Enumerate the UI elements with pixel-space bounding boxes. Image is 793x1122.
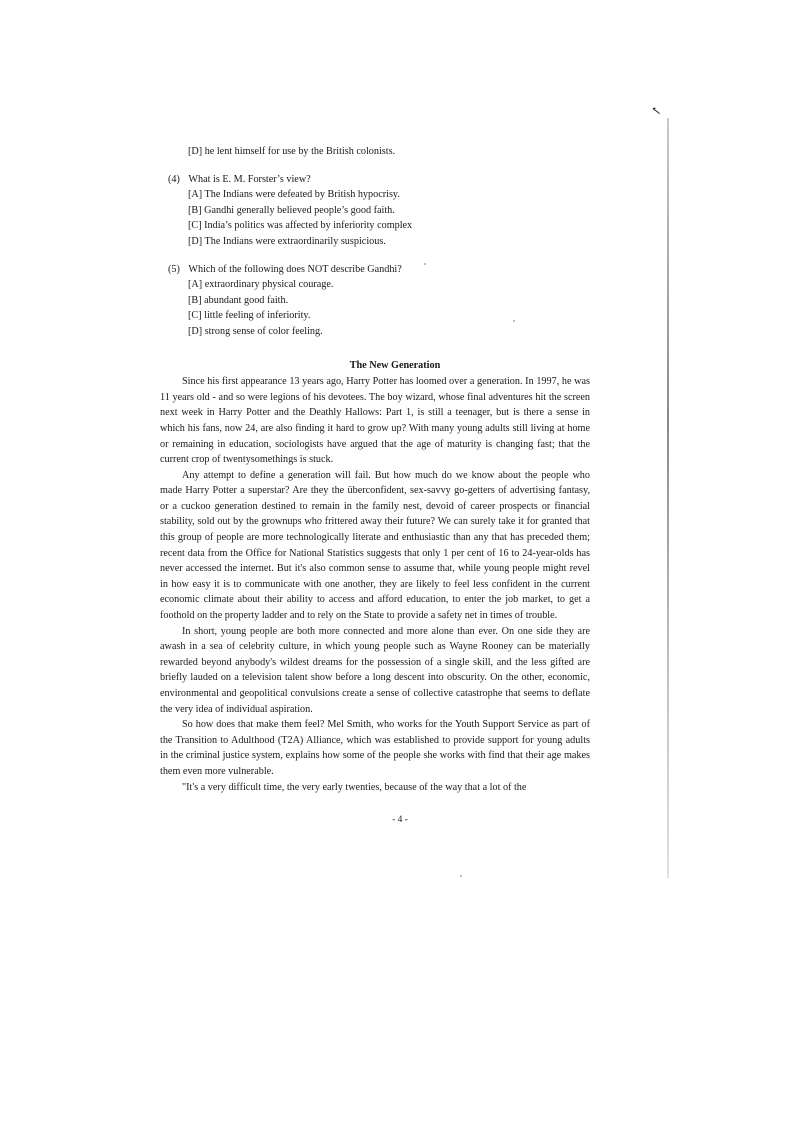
question-5 [160, 262, 590, 340]
article-paragraph: So how does that make them feel? Mel Smith, who works for the Youth Support Service as part of the Transition to Adulthood (T2A) Alliance, which was established to provide support for young adults in the criminal justice system, explains how some of the people she works with find that their age makes them even more vulnerable. [160, 719, 590, 777]
question-number: (5) [168, 263, 180, 275]
scan-corner-mark: ✓ [648, 105, 664, 117]
article-title: The New Generation [349, 359, 441, 371]
question-stem [168, 262, 590, 278]
article [160, 358, 590, 796]
question-number: (4) [168, 173, 180, 185]
option-a: [A] extraordinary physical courage. [188, 279, 334, 291]
question-options [160, 187, 590, 249]
option-d: [D] The Indians were extraordinarily suspicious. [188, 235, 386, 247]
option-c: [C] little feeling of inferiority. [188, 310, 311, 322]
option-c: [C] India’s politics was affected by inferiority complex [188, 220, 413, 232]
option-b: [B] Gandhi generally believed people’s good faith. [188, 204, 395, 216]
article-paragraph: Since his first appearance 13 years ago, Harry Potter has loomed over a generation. In 1997, he was 11 years old - and so were legions of his devotees. The boy wizard, whose final adventures hit the screen next week in Harry Potter and the Deathly Hallows: Part 1, is still a teenager, but is there a sense in which his fans, now 24, are also finding it hard to grow up? With many young adults still living at home or remaining in education, sociologists have argued that the age of maturity is changing fast; that the current crop of twentysomethings is stuck. [160, 376, 590, 466]
question-text: What is E. M. Forster’s view? [188, 173, 311, 185]
question-options [160, 277, 590, 339]
scan-speck [460, 875, 462, 877]
article-paragraph: Any attempt to define a generation will fail. But how much do we know about the people who made Harry Potter a superstar? Are they the überconfident, sex-savvy go-getters of advertising fantasy, or a cuckoo generation destined to remain in the family nest, devoid of career prospects or financial stability, sold out by the grownups who frittered away their future? We can surely take it for granted that this group of people are more technologically literate and enthusiastic than any that has preceded them; recent data from the Office for National Statistics suggests that only 1 per cent of 16 to 24-year-olds has never accessed the internet. But it's also common sense to assume that, while young people might revel in how easy it is to communicate with one another, they are likely to feel less confident in the current economic climate about their ability to access and afford education, to enter the job market, to get a foothold on the property ladder and to rely on the State to provide a safety net in times of trouble. [160, 469, 590, 622]
question-4 [160, 172, 590, 250]
article-paragraph: "It's a very difficult time, the very early twenties, because of the way that a lot of the [182, 781, 527, 793]
option-b: [B] abundant good faith. [188, 294, 289, 306]
option-a: [A] The Indians were defeated by British hypocrisy. [188, 189, 400, 201]
page-number: - 4 - [392, 815, 408, 826]
question-stem [168, 172, 590, 188]
article-paragraph: In short, young people are both more connected and more alone than ever. On one side they are awash in a sea of celebrity culture, in which young people such as Wayne Rooney can be materially rewarded beyond anybody's wildest dreams for the possession of a single skill, and the less gifted are briefly lauded on a television talent show before a long descent into obscurity. On the other, economic, environmental and geopolitical convulsions create a sense of collective catastrophe that seems to deflate the very idea of individual aspiration. [160, 625, 590, 715]
option-d: [D] strong sense of color feeling. [188, 325, 323, 337]
scan-edge-line [667, 118, 669, 878]
question-3-option-d: [D] he lent himself for use by the British colonists. [188, 146, 396, 157]
document-page [160, 144, 590, 829]
question-text: Which of the following does NOT describe Gandhi? [188, 263, 402, 275]
